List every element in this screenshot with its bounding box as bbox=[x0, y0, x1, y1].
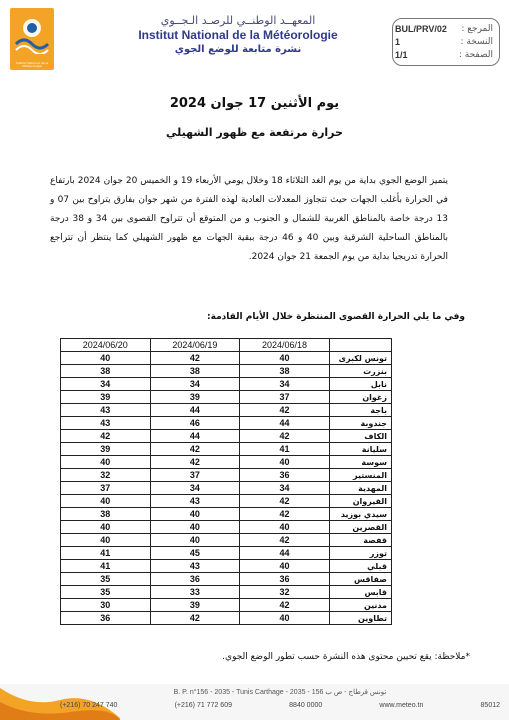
table-row bbox=[61, 378, 392, 391]
temperature-cell: 39 bbox=[61, 443, 151, 456]
city-cell: المنستير bbox=[329, 469, 391, 482]
temperature-cell: 40 bbox=[150, 521, 240, 534]
table-row bbox=[61, 521, 392, 534]
city-cell: الكاف bbox=[329, 430, 391, 443]
table-row bbox=[61, 404, 392, 417]
temperature-cell: 36 bbox=[240, 573, 330, 586]
table-body bbox=[61, 352, 392, 625]
temperature-cell: 40 bbox=[61, 352, 151, 365]
temperature-cell: 37 bbox=[150, 469, 240, 482]
city-cell: قبلي bbox=[329, 560, 391, 573]
temperature-cell: 32 bbox=[240, 586, 330, 599]
table-row bbox=[61, 495, 392, 508]
footer-phone-1: (+216) 70 247 740 bbox=[60, 702, 118, 709]
temperature-cell: 43 bbox=[150, 560, 240, 573]
institute-name-fr: Institut National de la Météorologie bbox=[138, 28, 338, 42]
temperature-cell: 37 bbox=[240, 391, 330, 404]
bulletin-body-text: يتميز الوضع الجوي بداية من يوم الغد الثلاثاء 18 وخلال يومي الأربعاء 19 و الخميس 20 جوان 2024 بارتفاع في الحرارة بأغلب الجهات حيث تتجاوز المعدلات العادية لهذه الفترة من شهر جوان بفارق يتراوح بين 07 و 13 درجة خاصة بالمناطق الغربية للشمال و الجنوب و من المتوقع أن تتراوح القصوى بين 34 و 38 درجة بالمناطق الساحلية الشرقية وبين 40 و 46 درجة ببقية الجهات مع ظهور الشهيلي كما ينتظر أن تتراجع الحرارة تدريجيا بداية من يوم الجمعة 21 جوان 2024. bbox=[50, 176, 449, 262]
column-header-date: 2024/06/18 bbox=[240, 339, 330, 352]
temperature-cell: 44 bbox=[150, 404, 240, 417]
bulletin-date: يوم الأثنين 17 جوان 2024 bbox=[169, 96, 340, 111]
temperature-cell: 36 bbox=[150, 573, 240, 586]
update-note: *ملاحظة: يقع تحيين محتوى هذه النشرة حسب تطور الوضع الجوي. bbox=[222, 652, 470, 662]
city-cell: القصرين bbox=[329, 521, 391, 534]
max-temperature-table bbox=[60, 338, 392, 625]
page-number-value: 1/1 bbox=[395, 50, 408, 60]
temperature-cell: 42 bbox=[240, 430, 330, 443]
page-number-row bbox=[395, 50, 493, 60]
reference-value: BUL/PRV/02 bbox=[395, 24, 447, 34]
table-row bbox=[61, 547, 392, 560]
table-row bbox=[61, 573, 392, 586]
temperature-cell: 40 bbox=[150, 534, 240, 547]
version-label: النسخة : bbox=[460, 37, 493, 47]
temperature-cell: 44 bbox=[240, 547, 330, 560]
logo-caption: Institut National de la Météorologie bbox=[15, 61, 49, 68]
temperature-cell: 41 bbox=[61, 560, 151, 573]
temperature-cell: 34 bbox=[150, 482, 240, 495]
temperature-cell: 39 bbox=[150, 599, 240, 612]
temperature-cell: 40 bbox=[240, 560, 330, 573]
table-row bbox=[61, 534, 392, 547]
footer-contacts bbox=[60, 702, 500, 709]
city-cell: تونس لكبرى bbox=[329, 352, 391, 365]
city-cell: القيروان bbox=[329, 495, 391, 508]
city-cell: زغوان bbox=[329, 391, 391, 404]
city-cell: صفاقس bbox=[329, 573, 391, 586]
temperature-cell: 34 bbox=[61, 378, 151, 391]
temperature-cell: 40 bbox=[240, 456, 330, 469]
table-row bbox=[61, 417, 392, 430]
temperature-cell: 38 bbox=[240, 365, 330, 378]
temperature-cell: 42 bbox=[150, 456, 240, 469]
page-number-label: الصفحة : bbox=[458, 50, 493, 60]
temperature-cell: 34 bbox=[150, 378, 240, 391]
temperature-cell: 34 bbox=[240, 482, 330, 495]
city-cell: بنزرت bbox=[329, 365, 391, 378]
temperature-cell: 35 bbox=[61, 573, 151, 586]
temperature-cell: 43 bbox=[61, 417, 151, 430]
temperature-cell: 32 bbox=[61, 469, 151, 482]
city-cell: المهدية bbox=[329, 482, 391, 495]
temperature-cell: 40 bbox=[240, 612, 330, 625]
city-cell: سليانة bbox=[329, 443, 391, 456]
footer-phone-2: (+216) 71 772 609 bbox=[174, 702, 232, 709]
temperature-cell: 33 bbox=[150, 586, 240, 599]
temperature-cell: 43 bbox=[150, 495, 240, 508]
table-row bbox=[61, 430, 392, 443]
inm-logo bbox=[10, 8, 54, 70]
reference-label: المرجع : bbox=[461, 24, 493, 34]
temperature-cell: 40 bbox=[240, 521, 330, 534]
temperature-cell: 34 bbox=[240, 378, 330, 391]
logo-emblem-icon bbox=[14, 14, 50, 54]
temperature-cell: 41 bbox=[61, 547, 151, 560]
temperature-cell: 42 bbox=[240, 599, 330, 612]
table-corner-cell bbox=[329, 339, 391, 352]
table-intro: وفي ما يلي الحرارة القصوى المنتظرة خلال الأيام القادمة: bbox=[207, 312, 465, 322]
city-cell: مدنين bbox=[329, 599, 391, 612]
temperature-cell: 39 bbox=[61, 391, 151, 404]
temperature-cell: 30 bbox=[61, 599, 151, 612]
version-row bbox=[395, 37, 493, 47]
temperature-cell: 43 bbox=[61, 404, 151, 417]
reference-box bbox=[392, 18, 500, 66]
table-row bbox=[61, 456, 392, 469]
temperature-cell: 39 bbox=[150, 391, 240, 404]
column-header-date: 2024/06/19 bbox=[150, 339, 240, 352]
city-cell: باجة bbox=[329, 404, 391, 417]
reference-row bbox=[395, 24, 493, 34]
temperature-cell: 40 bbox=[61, 495, 151, 508]
table-row bbox=[61, 612, 392, 625]
table-row bbox=[61, 599, 392, 612]
bulletin-title: نشرة متابعة للوضع الجوي bbox=[174, 44, 302, 55]
temperature-cell: 40 bbox=[150, 508, 240, 521]
temperature-cell: 42 bbox=[150, 352, 240, 365]
version-value: 1 bbox=[395, 37, 401, 47]
temperature-cell: 38 bbox=[61, 365, 151, 378]
temperature-cell: 44 bbox=[150, 430, 240, 443]
table-row bbox=[61, 508, 392, 521]
temperature-cell: 40 bbox=[61, 521, 151, 534]
temperature-cell: 41 bbox=[240, 443, 330, 456]
temperature-cell: 36 bbox=[240, 469, 330, 482]
temperature-cell: 38 bbox=[150, 365, 240, 378]
table-row bbox=[61, 443, 392, 456]
footer-website: www.meteo.tn bbox=[379, 702, 424, 709]
table-row bbox=[61, 352, 392, 365]
city-cell: سوسة bbox=[329, 456, 391, 469]
table-header-row bbox=[61, 339, 392, 352]
footer-postal: 85012 bbox=[480, 702, 500, 709]
temperature-cell: 45 bbox=[150, 547, 240, 560]
temperature-cell: 40 bbox=[61, 534, 151, 547]
temperature-cell: 42 bbox=[240, 508, 330, 521]
footer-wave-decoration bbox=[0, 678, 120, 720]
temperature-cell: 42 bbox=[240, 404, 330, 417]
table-row bbox=[61, 586, 392, 599]
institute-name-ar: المعهــد الوطنــي للرصـد الـجــوي bbox=[160, 14, 316, 27]
temperature-cell: 42 bbox=[150, 612, 240, 625]
footer-green-number: 8840 0000 bbox=[289, 702, 323, 709]
table-row bbox=[61, 482, 392, 495]
temperature-cell: 36 bbox=[61, 612, 151, 625]
column-header-date: 2024/06/20 bbox=[61, 339, 151, 352]
temperature-cell: 42 bbox=[240, 495, 330, 508]
temperature-cell: 46 bbox=[150, 417, 240, 430]
temperature-cell: 44 bbox=[240, 417, 330, 430]
city-cell: قابس bbox=[329, 586, 391, 599]
temperature-cell: 37 bbox=[61, 482, 151, 495]
city-cell: تطاوين bbox=[329, 612, 391, 625]
temperature-cell: 42 bbox=[150, 443, 240, 456]
bulletin-subtitle: حرارة مرتفعة مع ظهور الشهيلي bbox=[166, 126, 343, 139]
temperature-cell: 40 bbox=[61, 456, 151, 469]
temperature-cell: 35 bbox=[61, 586, 151, 599]
temperature-cell: 38 bbox=[61, 508, 151, 521]
table-row bbox=[61, 560, 392, 573]
city-cell: جندوبة bbox=[329, 417, 391, 430]
table-row bbox=[61, 391, 392, 404]
city-cell: نابل bbox=[329, 378, 391, 391]
table-row bbox=[61, 365, 392, 378]
city-cell: سيدي بوزيد bbox=[329, 508, 391, 521]
city-cell: توزر bbox=[329, 547, 391, 560]
temperature-cell: 42 bbox=[240, 534, 330, 547]
footer-address: B. P. n°156 - 2035 - Tunis Carthage - 2035 - تونس قرطاج - ص ب 156 bbox=[173, 689, 387, 696]
city-cell: قفصة bbox=[329, 534, 391, 547]
temperature-cell: 42 bbox=[61, 430, 151, 443]
table-row bbox=[61, 469, 392, 482]
temperature-cell: 40 bbox=[240, 352, 330, 365]
